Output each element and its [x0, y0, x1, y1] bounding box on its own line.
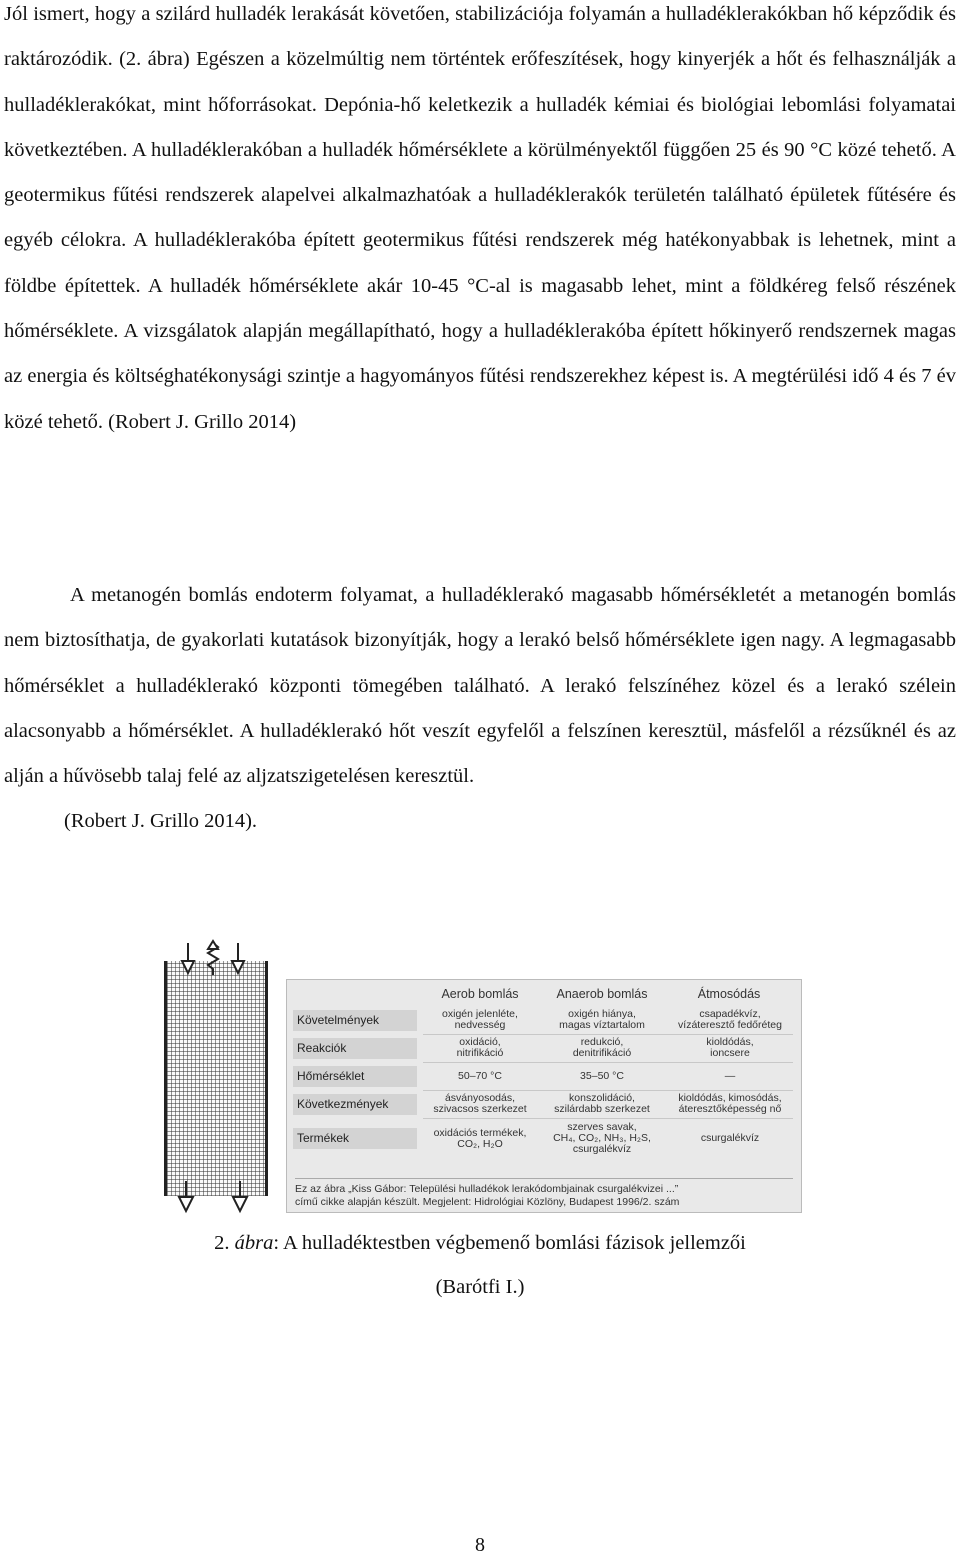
- table-cell: oxidáció, nitrifikáció: [456, 1036, 504, 1059]
- table-cell: oxigén hiánya, magas víztartalom: [559, 1008, 645, 1031]
- row-label: Hőmérséklet: [293, 1066, 417, 1087]
- row-divider: [423, 1034, 793, 1035]
- row-divider: [423, 1118, 793, 1119]
- table-cell: —: [724, 1070, 736, 1082]
- table-cell: oxidációs termékek, CO₂, H₂O: [433, 1127, 527, 1150]
- body-paragraph-2: [4, 573, 956, 845]
- row-label: Következmények: [293, 1094, 417, 1115]
- figure-source-note: Ez az ábra „Kiss Gábor: Települési hulladékok lerakódombjainak csurgalékvizei ...” című cikke alapján készült. Megjelent: Hidrológiai Közlöny, Budapest 1996/2. szám: [295, 1178, 793, 1209]
- paragraph-text: Jól ismert, hogy a szilárd hulladék lerakását követően, stabilizációja folyamán a hulladéklerakókban hő képződik és raktározódik. (2. ábra) Egészen a közelmúltig nem történtek erőfeszítések, hogy kinyerjék a hőt és felhasználják a hulladéklerakókat, mint hőforrásokat. Depónia-hő keletkezik a hulladék kémiai és biológiai lebomlási folyamatai következtében. A hulladéklerakóban a hulladék hőmérséklete a körülményektől függően 25 és 90 °C közé tehető. A geotermikus fűtési rendszerek alapelvei alkalmazhatóak a hulladéklerakók területén található épületek fűtésére és egyéb célokra. A hulladéklerakóba épített geotermikus fűtési rendszerek még hatékonyabbak is lehetnek, mint a földbe építettek. A hulladék hőmérséklete akár 10-45 °C-al is magasabb lehet, mint a földkéreg felső részének hőmérséklete. A vizsgálatok alapján megállapítható, hogy a hulladéklerakóba épített hőkinyerő rendszernek magas az energia és költséghatékonysági szintje a hagyományos fűtési rendszerekhez képest is. A megtérülési idő 4 és 7 év közé tehető. (Robert J. Grillo 2014): [4, 3, 956, 433]
- decomposition-phases-table: [286, 979, 802, 1213]
- table-cell: csurgalékvíz: [700, 1132, 760, 1144]
- column-header: Aerob bomlás: [441, 987, 519, 1001]
- table-cell: ásványosodás, szivacsos szerkezet: [433, 1092, 527, 1115]
- table-cell: 35–50 °C: [580, 1070, 624, 1082]
- landfill-arrows-graphic: [152, 941, 282, 1213]
- figure-source: (Barótfi I.): [435, 1276, 525, 1298]
- table-cell: szerves savak, CH₄, CO₂, NH₃, H₂S, csurgalékvíz: [553, 1121, 651, 1155]
- table-cell: redukció, denitrifikáció: [572, 1036, 632, 1059]
- body-paragraph-1: [4, 0, 956, 445]
- table-cell: oxigén jelenléte, nedvesség: [442, 1008, 518, 1031]
- row-label: Reakciók: [293, 1038, 417, 1059]
- table-cell: kioldódás, kimosódás, áteresztőképesség nő: [678, 1092, 782, 1115]
- caption-label: ábra: [234, 1232, 274, 1254]
- row-label: Termékek: [293, 1128, 417, 1149]
- row-divider: [423, 1090, 793, 1091]
- figure-2: [152, 941, 812, 1213]
- paragraph-text: A metanogén bomlás endoterm folyamat, a hulladéklerakó magasabb hőmérsékletét a metanogén bomlás nem biztosíthatja, de gyakorlati kutatások bizonyítják, hogy a lerakó belső hőmérséklete igen nagy. A legmagasabb hőmérséklet a hulladéklerakó központi tömegében található. A lerakó felszínéhez közel és a lerakó szélein alacsonyabb a hőmérséklet. A hulladéklerakó hőt veszít egyfelől a felszínen keresztül, másfelől a rézsűknél és az alján a hűvösebb talaj felé az aljzatszigetelésen keresztül.: [4, 584, 956, 788]
- column-header: Átmosódás: [697, 987, 761, 1001]
- row-label: Követelmények: [293, 1010, 417, 1031]
- table-cell: 50–70 °C: [458, 1070, 502, 1082]
- figure-caption: 2. ábra: A hulladéktestben végbemenő bomlási fázisok jellemzői: [214, 1232, 746, 1254]
- citation: (Robert J. Grillo 2014).: [64, 810, 258, 833]
- column-header: Anaerob bomlás: [556, 987, 648, 1001]
- row-divider: [423, 1062, 793, 1063]
- table-cell: kioldódás, ioncsere: [706, 1036, 754, 1059]
- table-cell: csapadékvíz, vízáteresztő fedőréteg: [678, 1008, 782, 1031]
- table-cell: konszolidáció, szilárdabb szerkezet: [554, 1092, 650, 1115]
- page-number: 8: [475, 1534, 485, 1556]
